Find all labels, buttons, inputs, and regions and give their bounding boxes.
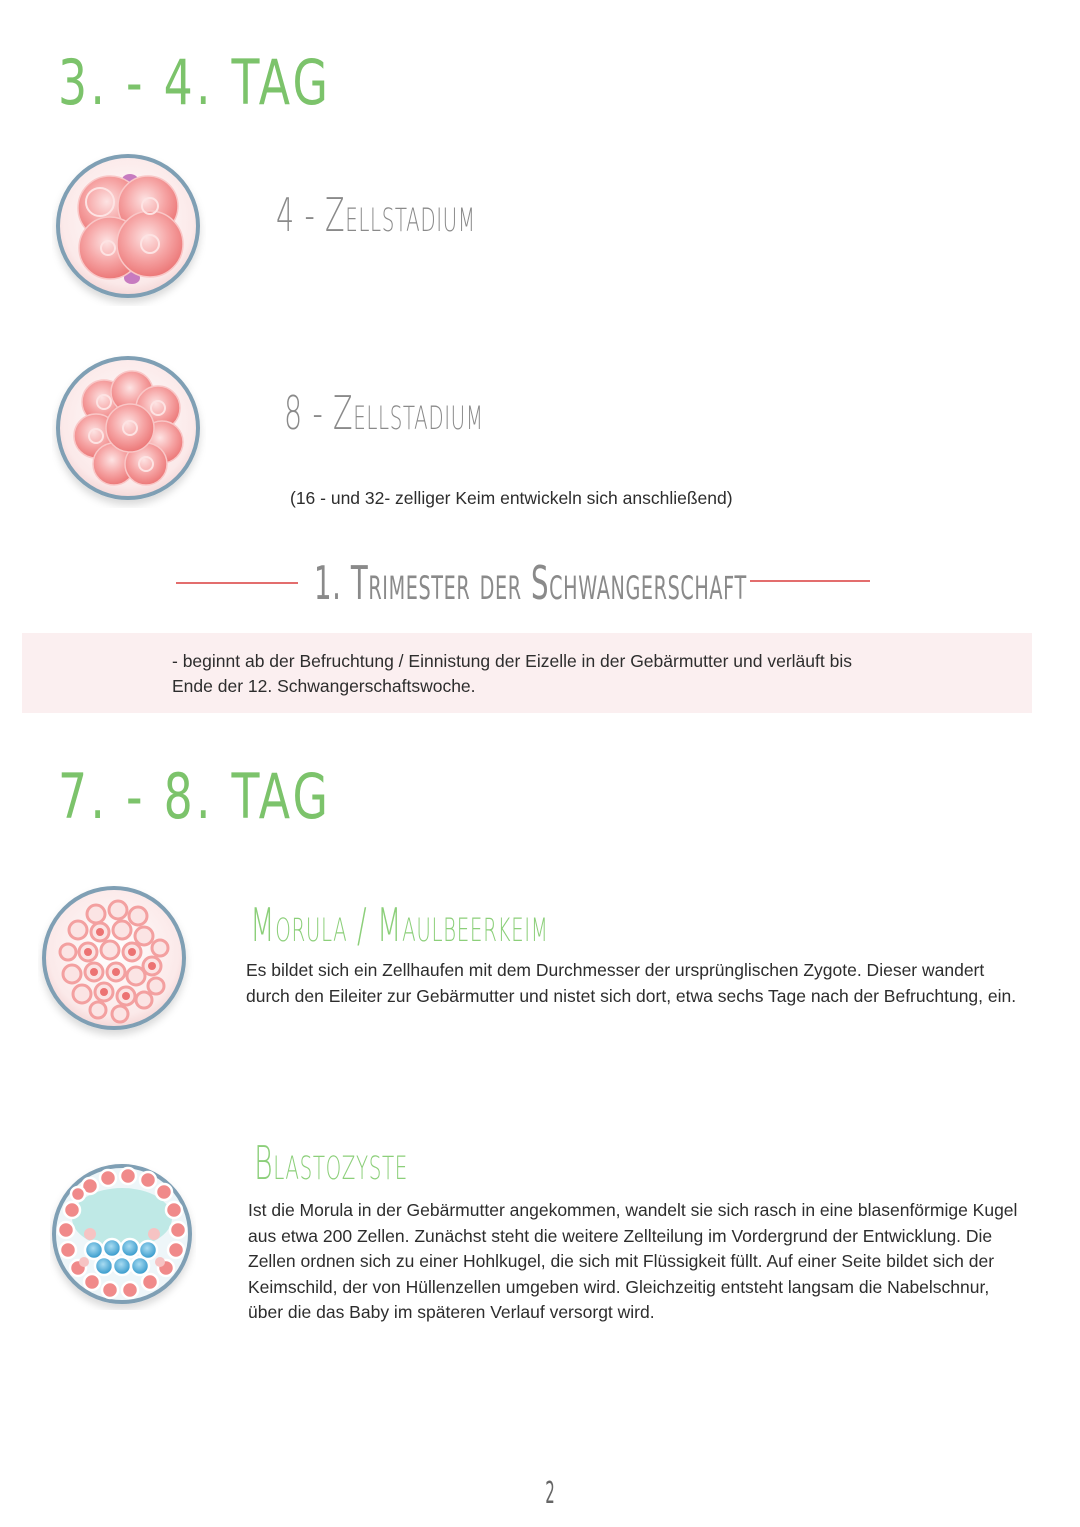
eight-cell-note: (16 - und 32- zelliger Keim entwickeln sich anschließend) [290,488,733,508]
blastozyste-title: Blastozyste [254,1136,408,1190]
eight-cell-embryo-icon [52,352,206,508]
day-title-7-8: 7. - 8. TAG [58,760,332,833]
trimester-text-line2: Ende der 12. Schwangerschaftswoche. [172,676,476,696]
morula-icon [38,880,194,1040]
page-number: 2 [545,1476,555,1511]
eight-cell-stage-title: 8 - Zellstadium [284,386,484,440]
four-cell-embryo-icon [52,150,206,306]
trimester-title: 1. Trimester der Schwangerschaft [314,556,747,610]
trimester-text-line1: - beginnt ab der Befruchtung / Einnistung der Eizelle in der Gebärmutter und verläuft bis [172,651,852,671]
morula-text: Es bildet sich ein Zellhaufen mit dem Durchmesser der ursprünglischen Zygote. Dieser wandert durch den Eileiter zur Gebärmutter und nistet sich dort, etwa sechs Tage nach der Befruchtung, ein. [246,960,1017,1006]
morula-title: Morula / Maulbeerkeim [250,898,549,952]
blastocyst-icon [50,1162,196,1310]
four-cell-stage-title: 4 - Zellstadium [276,188,476,242]
blastozyste-text: Ist die Morula in der Gebärmutter angekommen, wandelt sie sich rasch in eine blasenförmige Kugel aus etwa 200 Zellen. Zunächst steht die weitere Zellteilung im Vordergrund der Entwicklung. Die Zellen ordnen sich zu einer Hohlkugel, die sich mit Flüssigkeit füllt. Auf einer Seite bildet sich der Keimschild, der von Hüllenzellen umgeben wird. Gleichzeitig entsteht langsam die Nabelschnur, über die das Baby im späteren Verlauf versorgt wird. [248,1200,1018,1322]
trimester-divider-right [750,580,870,582]
day-title-3-4: 3. - 4. TAG [58,46,332,119]
trimester-divider-left [176,582,298,584]
